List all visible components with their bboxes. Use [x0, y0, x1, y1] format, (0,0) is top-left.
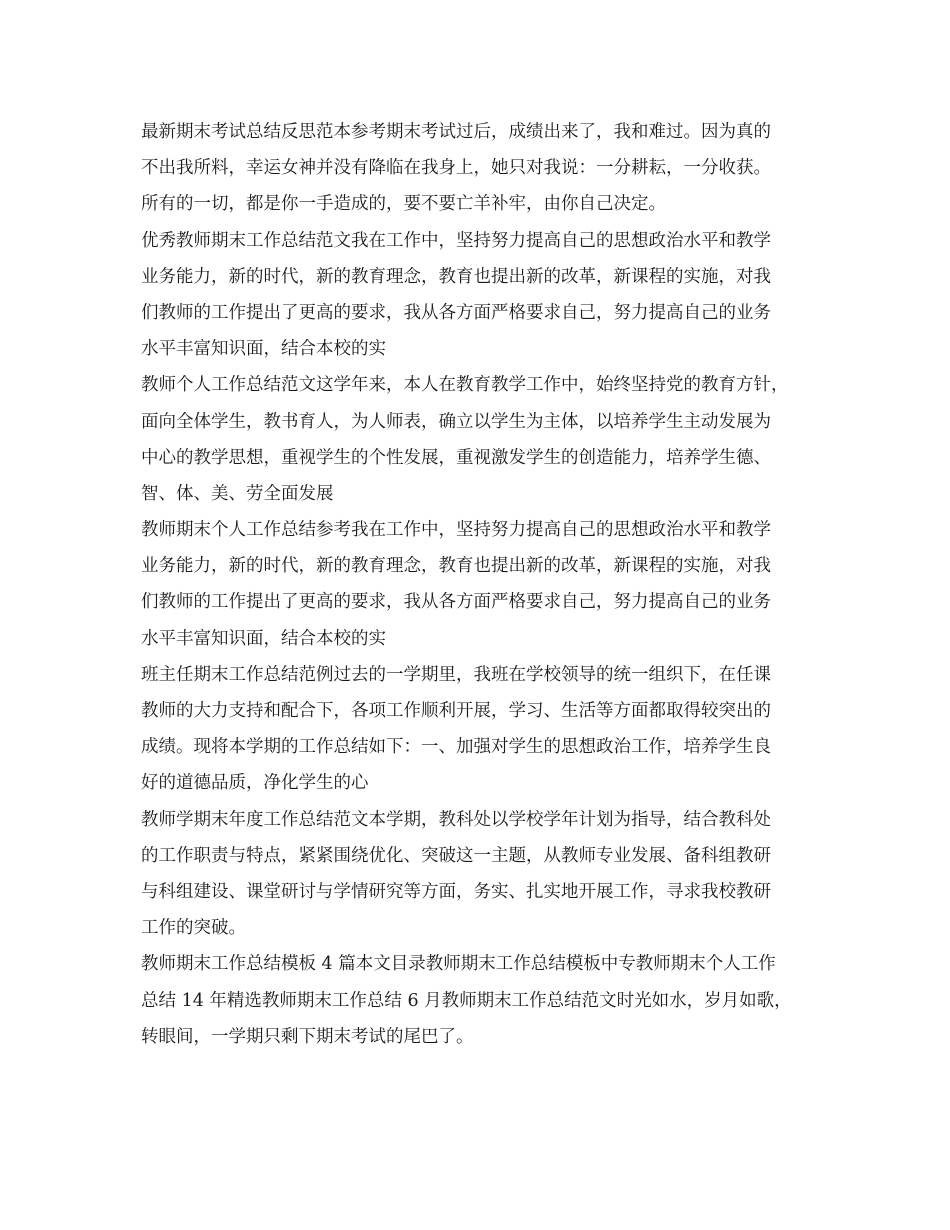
paragraph-3: [141, 367, 821, 512]
text-line: 们教师的工作提出了更高的要求，我从各方面严格要求自己，努力提高自己的业务: [141, 592, 771, 613]
text-line: 班主任期末工作总结范例过去的一学期里，我班在学校领导的统一组织下，在任课: [141, 664, 771, 685]
text-line: 不出我所料，幸运女神并没有降临在我身上，她只对我说：一分耕耘，一分收获。: [141, 158, 771, 179]
text-line: 面向全体学生，教书育人，为人师表，确立以学生为主体，以培养学生主动发展为: [141, 411, 771, 432]
text-line: 水平丰富知识面，结合本校的实: [141, 339, 386, 360]
paragraph-2: [141, 223, 821, 368]
text-line: 工作的突破。: [141, 918, 246, 939]
text-line: 教师学期末年度工作总结范文本学期，教科处以学校学年计划为指导，结合教科处: [141, 809, 771, 830]
document-body: [141, 114, 821, 1055]
text-line: 转眼间，一学期只剩下期末考试的尾巴了。: [141, 1026, 474, 1047]
text-line: 所有的一切，都是你一手造成的，要不要亡羊补牢，由你自己决定。: [141, 194, 666, 215]
paragraph-1: [141, 114, 821, 223]
text-line: 总结 14 年精选教师期末工作总结 6 月教师期末工作总结范文时光如水，岁月如歌，: [141, 990, 792, 1011]
text-line: 水平丰富知识面，结合本校的实: [141, 628, 386, 649]
paragraph-6: [141, 802, 821, 947]
text-line: 教师个人工作总结范文这学年来，本人在教育教学工作中，始终坚持党的教育方针，: [141, 375, 789, 396]
text-line: 中心的教学思想，重视学生的个性发展，重视激发学生的创造能力，培养学生德、: [141, 447, 771, 468]
paragraph-7: [141, 946, 821, 1055]
text-line: 教师期末个人工作总结参考我在工作中，坚持努力提高自己的思想政治水平和教学: [141, 520, 771, 541]
text-line: 们教师的工作提出了更高的要求，我从各方面严格要求自己，努力提高自己的业务: [141, 302, 771, 323]
text-line: 教师期末工作总结模板 4 篇本文目录教师期末工作总结模板中专教师期末个人工作: [141, 954, 776, 975]
text-line: 最新期末考试总结反思范本参考期末考试过后，成绩出来了，我和难过。因为真的: [141, 122, 771, 142]
text-line: 业务能力，新的时代，新的教育理念，教育也提出新的改革，新课程的实施，对我: [141, 266, 771, 287]
text-line: 智、体、美、劳全面发展: [141, 483, 334, 504]
text-line: 业务能力，新的时代，新的教育理念，教育也提出新的改革，新课程的实施，对我: [141, 556, 771, 577]
text-line: 教师的大力支持和配合下，各项工作顺利开展，学习、生活等方面都取得较突出的: [141, 701, 771, 721]
text-line: 优秀教师期末工作总结范文我在工作中，坚持努力提高自己的思想政治水平和教学: [141, 230, 771, 251]
paragraph-4: [141, 512, 821, 657]
paragraph-5: [141, 657, 821, 802]
text-line: 好的道德品质，净化学生的心: [141, 773, 369, 794]
text-line: 的工作职责与特点，紧紧围绕优化、突破这一主题，从教师专业发展、备科组教研: [141, 845, 771, 866]
text-line: 成绩。现将本学期的工作总结如下：一、加强对学生的思想政治工作，培养学生良: [141, 737, 771, 758]
text-line: 与科组建设、课堂研讨与学情研究等方面，务实、扎实地开展工作，寻求我校教研: [141, 881, 771, 902]
